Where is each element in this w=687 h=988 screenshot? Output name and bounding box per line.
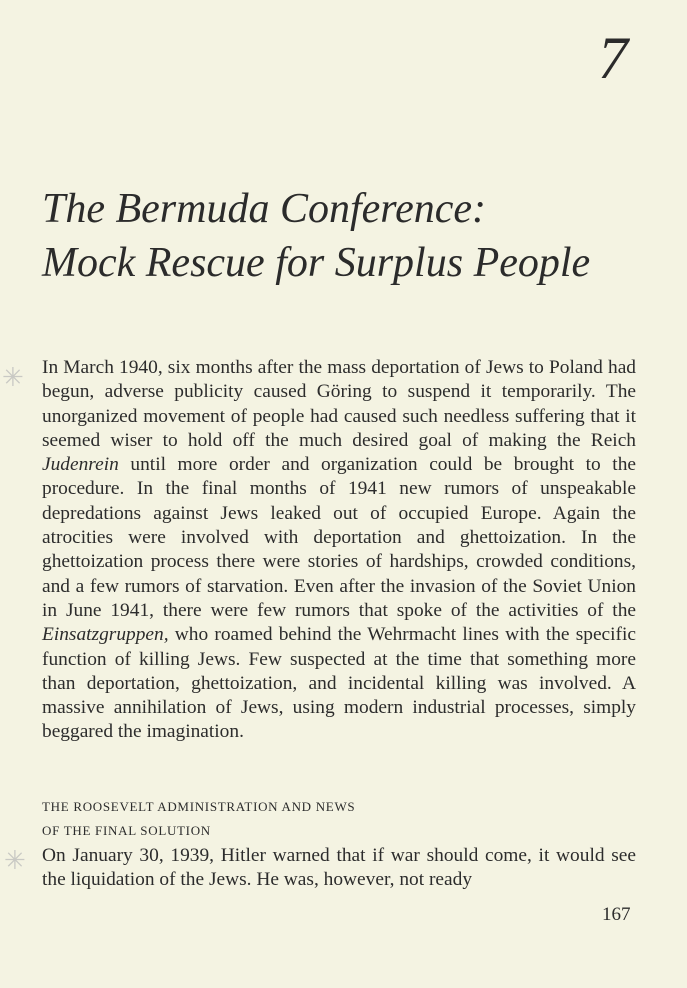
paragraph-text: until more order and organization could be brought to the procedure. In the final months of 1941 new rumors of unspeakable depredations against Jews leaked out of occupied Europe. Again the atrocities were involved with deportation and ghettoization. In the ghettoization process there were stories of hardships, crowded conditions, and a few rumors of starvation. Even after the invasion of the Soviet Union in June 1941, there were few rumors that spoke of the activities of the [42,454,636,621]
section-heading-line-2: OF THE FINAL SOLUTION [42,823,211,838]
section-heading [42,795,355,843]
margin-mark-icon: ✳ [2,363,24,392]
chapter-title-line-2: Mock Rescue for Surplus People [42,240,591,286]
page-number: 167 [602,904,631,925]
chapter-title [42,182,662,290]
intro-paragraph [42,356,636,745]
paragraph-text: who roamed behind the Wehrmacht lines with the specific function of killing Jews. Few suspected at the time that something more than deportation, ghettoization, and incidental killing was involved. A massive annihilation of Jews, using modern industrial processes, simply beggared the imagination. [42,624,636,743]
margin-mark-icon: ✳ [4,846,26,875]
chapter-number: 7 [598,25,628,91]
chapter-title-line-1: The Bermuda Conference: [42,186,486,232]
section-paragraph: On January 30, 1939, Hitler warned that if war should come, it would see the liquidation of the Jews. He was, however, not ready [42,845,636,891]
paragraph-text: In March 1940, six months after the mass deportation of Jews to Poland had begun, adverse publicity caused Göring to suspend it temporarily. The unorganized movement of people had caused such needless suffering that it seemed wiser to hold off the much desired goal of making the Reich [42,357,636,451]
section-heading-line-1: THE ROOSEVELT ADMINISTRATION AND NEWS [42,799,356,814]
italic-term-einsatzgruppen: Einsatzgruppen, [42,624,169,646]
italic-term-judenrein: Judenrein [42,454,119,476]
